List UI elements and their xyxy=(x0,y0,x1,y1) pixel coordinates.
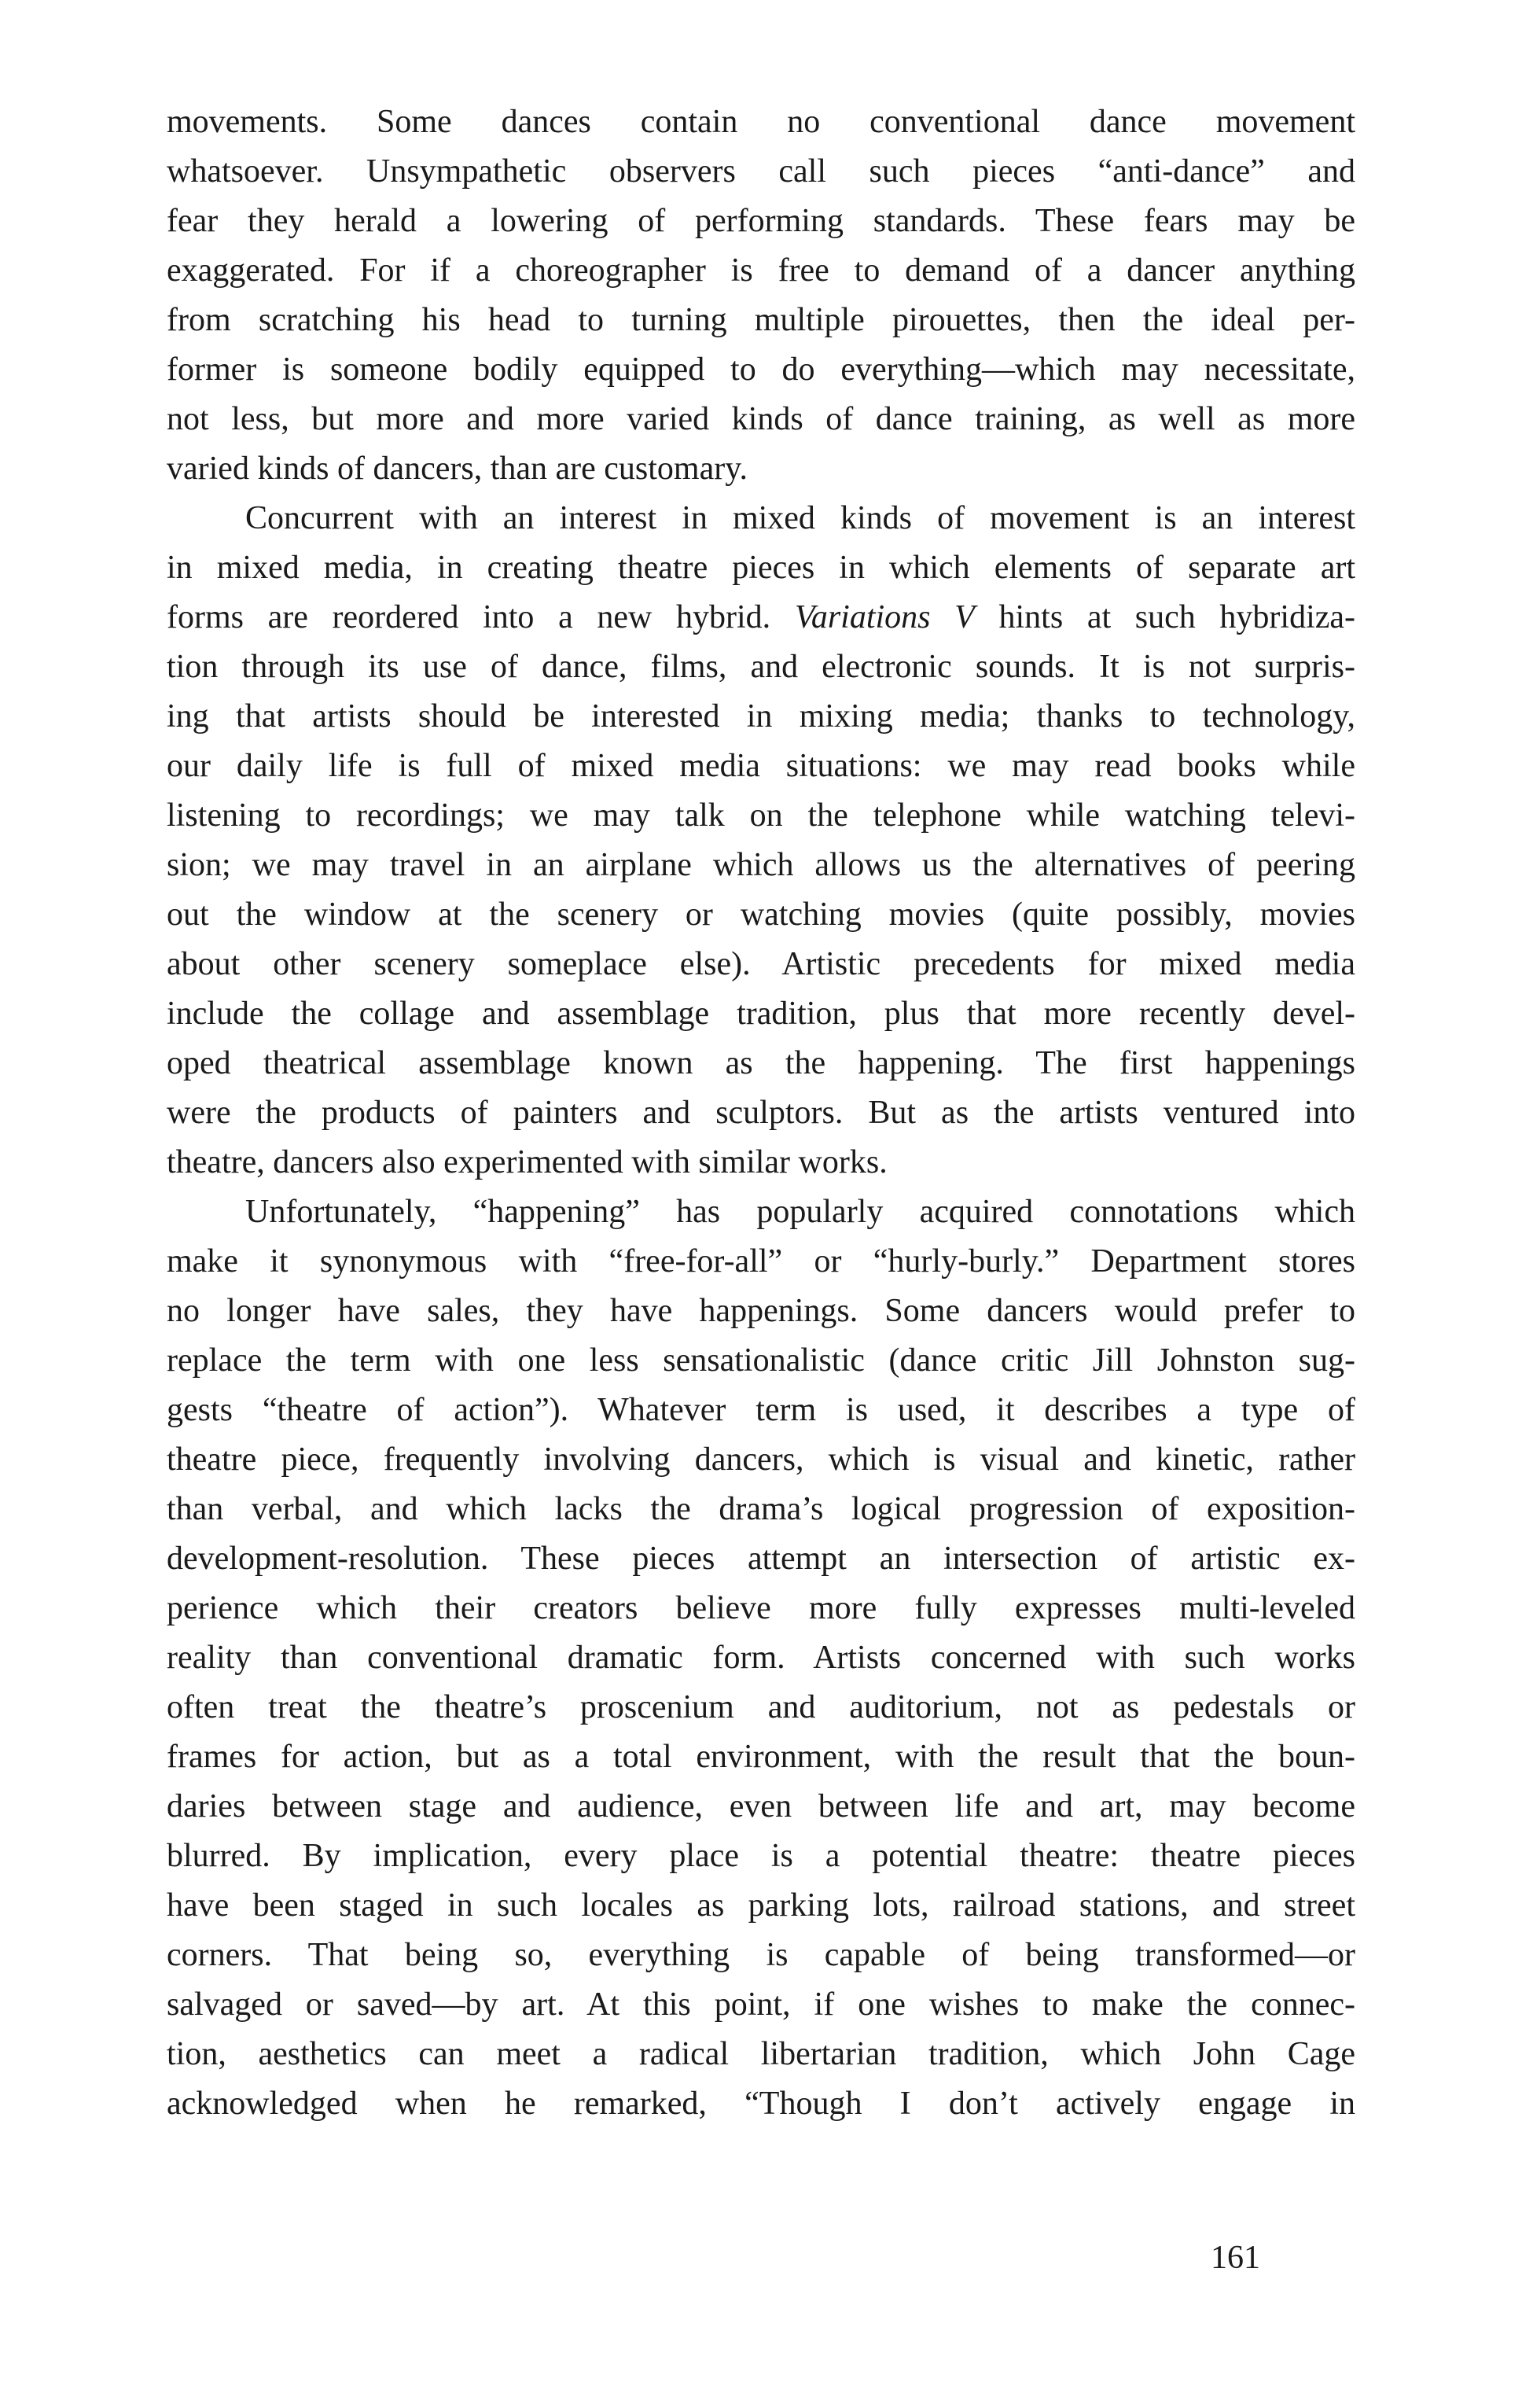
text-line: frames for action, but as a total environment, with the result that the boun- xyxy=(167,1739,1355,1775)
text-line: daries between stage and audience, even between life and art, may become xyxy=(167,1788,1355,1824)
text-line: replace the term with one less sensationalistic (dance critic Jill Johnston sug- xyxy=(167,1342,1355,1379)
text-line: tion, aesthetics can meet a radical libertarian tradition, which John Cage xyxy=(167,2036,1355,2072)
page-number: 161 xyxy=(1211,2240,1260,2276)
text-line: acknowledged when he remarked, “Though I don’t actively engage in xyxy=(167,2086,1355,2122)
text-line: have been staged in such locales as parking lots, railroad stations, and street xyxy=(167,1887,1355,1924)
text-segment: forms are reordered into a new hybrid. xyxy=(167,599,771,635)
text-line: development-resolution. These pieces attempt an intersection of artistic ex- xyxy=(167,1541,1355,1577)
text-line: former is someone bodily equipped to do everything—which may necessitate, xyxy=(167,352,1355,388)
text-line: in mixed media, in creating theatre pieces in which elements of separate art xyxy=(167,550,1355,586)
text-line: oped theatrical assemblage known as the happening. The first happenings xyxy=(167,1045,1355,1081)
text-line: fear they herald a lowering of performing standards. These fears may be xyxy=(167,203,1355,239)
text-line: ing that artists should be interested in mixing media; thanks to technology, xyxy=(167,698,1355,735)
text-line: corners. That being so, everything is capable of being transformed—or xyxy=(167,1937,1355,1973)
text-line: were the products of painters and sculptors. But as the artists ventured into xyxy=(167,1095,1355,1131)
text-line: out the window at the scenery or watching movies (quite possibly, movies xyxy=(167,897,1355,933)
text-line: not less, but more and more varied kinds of dance training, as well as more xyxy=(167,401,1355,437)
text-line: exaggerated. For if a choreographer is free to demand of a dancer anything xyxy=(167,252,1355,289)
text-line: varied kinds of dancers, than are customary. xyxy=(167,451,748,487)
text-line: whatsoever. Unsympathetic observers call such pieces “anti-dance” and xyxy=(167,153,1355,190)
text-line: no longer have sales, they have happenings. Some dancers would prefer to xyxy=(167,1293,1355,1329)
text-line: about other scenery someplace else). Artistic precedents for mixed media xyxy=(167,946,1355,982)
text-line: sion; we may travel in an airplane which allows us the alternatives of peering xyxy=(167,847,1355,883)
text-line: perience which their creators believe more fully expresses multi-leveled xyxy=(167,1590,1355,1626)
paragraph-start-line: Unfortunately, “happening” has popularly acquired connotations which xyxy=(245,1194,1355,1230)
text-line: tion through its use of dance, films, and electronic sounds. It is not surpris- xyxy=(167,649,1355,685)
text-line: gests “theatre of action”). Whatever term is used, it describes a type of xyxy=(167,1392,1355,1428)
text-line: from scratching his head to turning multiple pirouettes, then the ideal per- xyxy=(167,302,1355,338)
paragraph-start-line: Concurrent with an interest in mixed kinds of movement is an interest xyxy=(245,500,1355,536)
text-line: listening to recordings; we may talk on the telephone while watching televi- xyxy=(167,797,1355,834)
text-line: movements. Some dances contain no conventional dance movement xyxy=(167,104,1355,140)
text-line: theatre piece, frequently involving dancers, which is visual and kinetic, rather xyxy=(167,1441,1355,1478)
body-text xyxy=(167,98,1355,2129)
text-line: blurred. By implication, every place is a potential theatre: theatre pieces xyxy=(167,1838,1355,1874)
text-line: theatre, dancers also experimented with similar works. xyxy=(167,1144,888,1180)
text-line-with-title xyxy=(167,593,1355,643)
work-title-italic: Variations V xyxy=(794,599,975,635)
text-line: our daily life is full of mixed media situations: we may read books while xyxy=(167,748,1355,784)
text-line: salvaged or saved—by art. At this point, if one wishes to make the connec- xyxy=(167,1986,1355,2023)
text-line: than verbal, and which lacks the drama’s logical progression of exposition- xyxy=(167,1491,1355,1527)
text-line: often treat the theatre’s proscenium and auditorium, not as pedestals or xyxy=(167,1689,1355,1725)
text-segment: hints at such hybridiza- xyxy=(974,599,1356,635)
text-line: reality than conventional dramatic form. Artists concerned with such works xyxy=(167,1640,1355,1676)
text-line: include the collage and assemblage tradition, plus that more recently devel- xyxy=(167,996,1355,1032)
text-line: make it synonymous with “free-for-all” or “hurly-burly.” Department stores xyxy=(167,1243,1355,1279)
